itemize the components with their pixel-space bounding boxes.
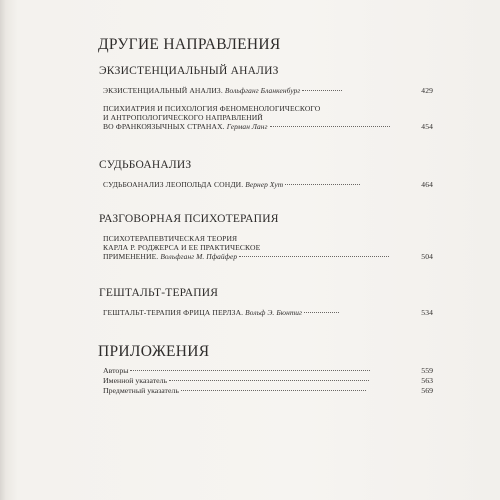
dot-leader <box>181 390 366 391</box>
appendix-page: 559 <box>421 366 433 375</box>
entry-title: ГЕШТАЛЬТ-ТЕРАПИЯ ФРИЦА ПЕРЛЗА. <box>103 308 244 317</box>
toc-entry[interactable] <box>103 86 433 95</box>
entry-title: ЭКЗИСТЕНЦИАЛЬНЫЙ АНАЛИЗ. <box>103 86 223 95</box>
dot-leader <box>130 370 370 371</box>
entry-title-line: ПСИХОТЕРАПЕВТИЧЕСКАЯ ТЕОРИЯ <box>103 234 238 243</box>
dot-leader <box>302 90 342 91</box>
entry-title-line: ПСИХИАТРИЯ И ПСИХОЛОГИЯ ФЕНОМЕНОЛОГИЧЕСКОГО <box>103 104 321 113</box>
toc-entry[interactable] <box>103 234 433 261</box>
dot-leader <box>239 256 389 257</box>
entry-author: Вернер Хут <box>245 180 284 189</box>
appendix-item[interactable] <box>103 386 433 395</box>
appendix-label: Именной указатель <box>103 376 168 385</box>
appendix-page: 569 <box>421 386 433 395</box>
section-title-conversational: РАЗГОВОРНАЯ ПСИХОТЕРАПИЯ <box>99 213 279 225</box>
section-title-gestalt: ГЕШТАЛЬТ-ТЕРАПИЯ <box>99 287 219 299</box>
entry-page: 429 <box>421 86 433 95</box>
entry-author: Вольфганг Бланкенбург <box>224 86 301 95</box>
dot-leader <box>270 126 390 127</box>
main-heading: ДРУГИЕ НАПРАВЛЕНИЯ <box>98 36 281 53</box>
appendix-item[interactable] <box>103 376 433 385</box>
entry-title: СУДЬБОАНАЛИЗ ЛЕОПОЛЬДА СОНДИ. <box>103 180 244 189</box>
entry-author: Герман Ланг <box>226 122 268 131</box>
entry-page: 534 <box>421 308 433 317</box>
toc-entry[interactable] <box>103 180 433 189</box>
entry-page: 454 <box>421 122 433 131</box>
entry-author: Вольфганг М. Пфайфер <box>160 252 238 261</box>
appendix-label: Предметный указатель <box>103 386 179 395</box>
entry-title-line: ВО ФРАНКОЯЗЫЧНЫХ СТРАНАХ. <box>103 122 225 131</box>
entry-author: Вольф Э. Бюнтиг <box>245 308 303 317</box>
entry-title-line: И АНТРОПОЛОГИЧЕСКОГО НАПРАВЛЕНИЙ <box>103 113 263 122</box>
entry-title-line: КАРЛА Р. РОДЖЕРСА И ЕЕ ПРАКТИЧЕСКОЕ <box>103 243 261 252</box>
dot-leader <box>285 184 360 185</box>
appendix-item[interactable] <box>103 366 433 375</box>
section-title-existential: ЭКЗИСТЕНЦИАЛЬНЫЙ АНАЛИЗ <box>99 65 279 77</box>
appendix-heading: ПРИЛОЖЕНИЯ <box>98 343 210 360</box>
section-title-schicksalsanalyse: СУДЬБОАНАЛИЗ <box>99 159 192 171</box>
dot-leader <box>304 312 339 313</box>
toc-entry[interactable] <box>103 308 433 317</box>
entry-page: 504 <box>421 252 433 261</box>
appendix-label: Авторы <box>103 366 129 375</box>
toc-entry[interactable] <box>103 104 433 131</box>
entry-title-line: ПРИМЕНЕНИЕ. <box>103 252 159 261</box>
appendix-page: 563 <box>421 376 433 385</box>
dot-leader <box>169 380 369 381</box>
entry-page: 464 <box>421 180 433 189</box>
